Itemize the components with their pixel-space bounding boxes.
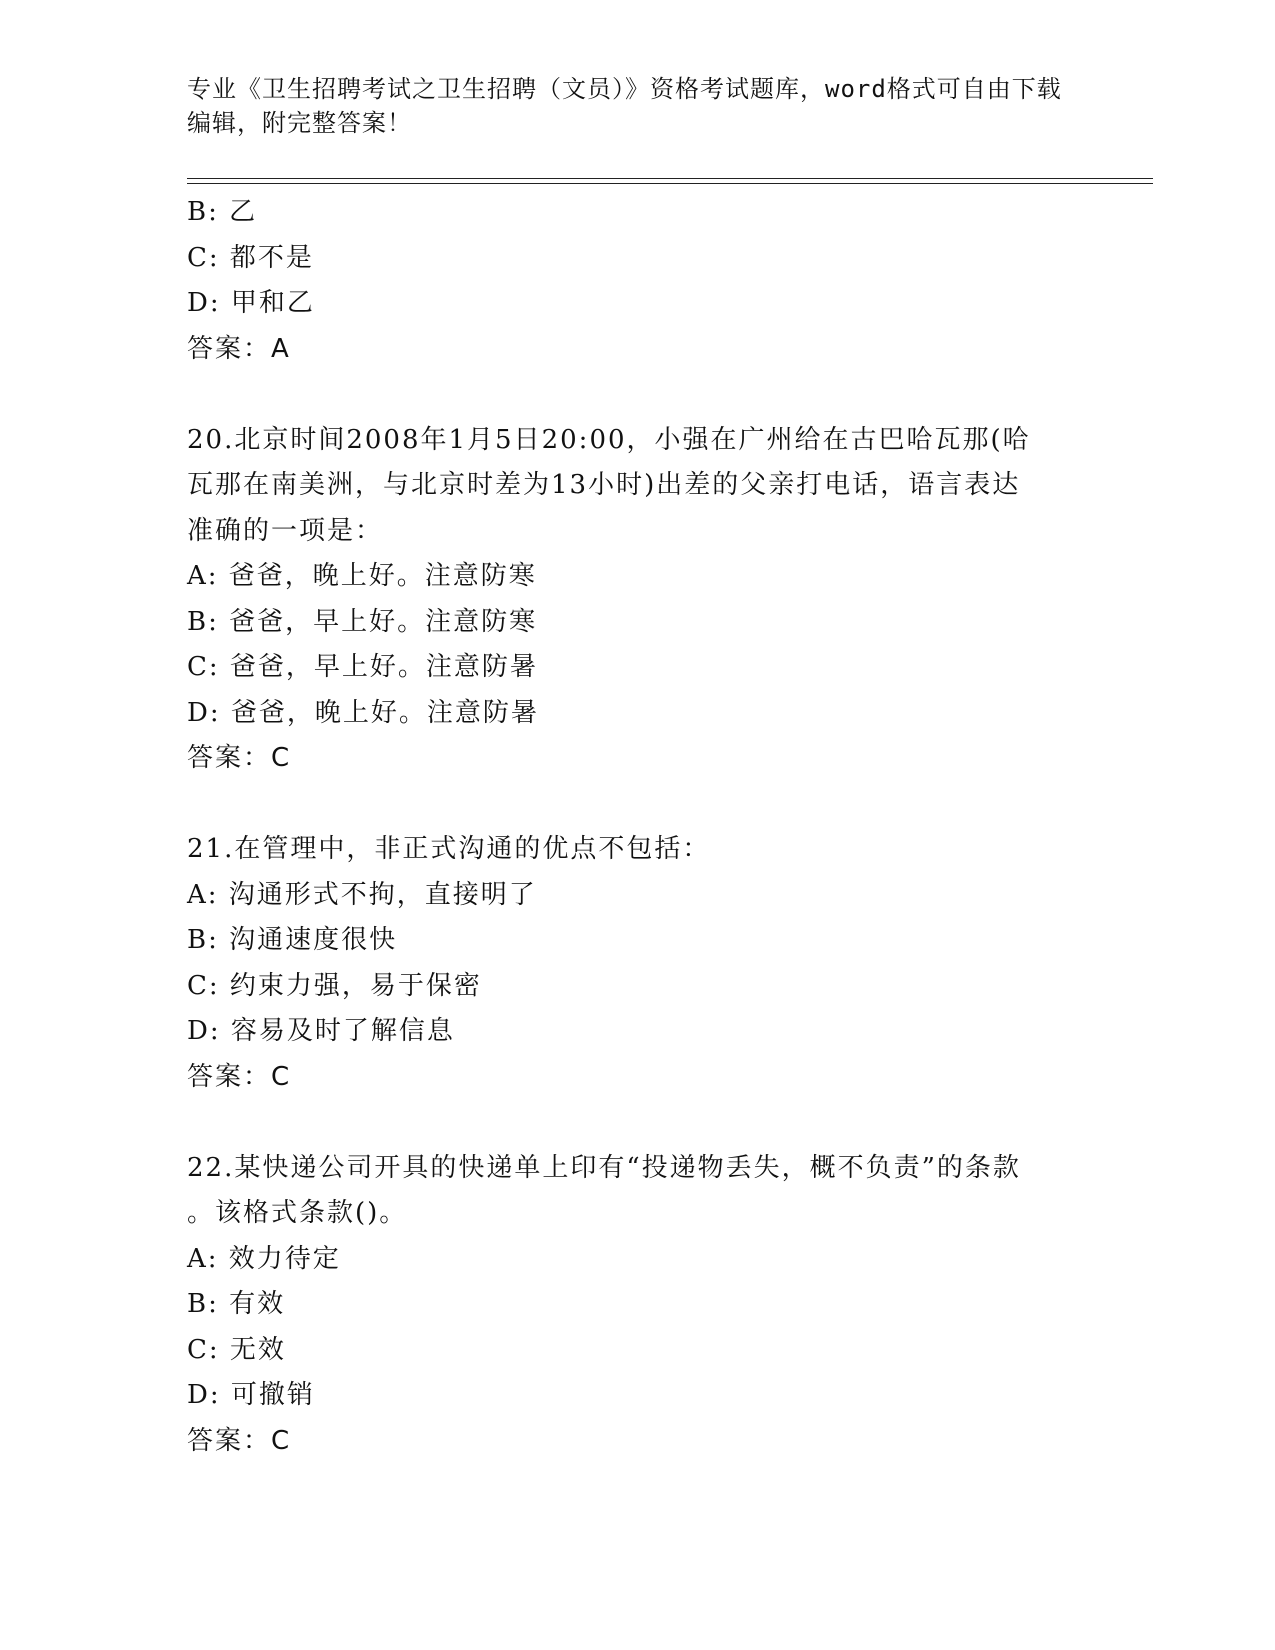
option-b: B: 沟通速度很快: [187, 925, 398, 955]
option-a: A: 效力待定: [187, 1243, 341, 1274]
header-rule-bottom: [187, 183, 1153, 184]
header-rule-top: [187, 178, 1153, 179]
question-list: [187, 190, 1087, 1464]
option-b: B: 乙: [187, 197, 258, 227]
option-d: D: 容易及时了解信息: [187, 1016, 455, 1046]
option-c: C: 无效: [187, 1334, 286, 1365]
answer-line: 答案：C: [187, 743, 292, 773]
question-text-line: 瓦那在南美洲，与北京时差为13小时)出差的父亲打电话，语言表达: [187, 470, 1021, 500]
option-b: B: 爸爸，早上好。注意防寒: [187, 606, 538, 637]
option-c: C: 爸爸，早上好。注意防暑: [187, 652, 538, 682]
option-a: A: 沟通形式不拘，直接明了: [187, 879, 537, 910]
spacer: [187, 782, 1087, 828]
question-19-fragment: [187, 190, 1087, 372]
question-text-line: 准确的一项是：: [187, 515, 384, 546]
question-22: [187, 1146, 1087, 1465]
answer-line: 答案：C: [187, 1061, 292, 1092]
header-line-1: 专业《卫生招聘考试之卫生招聘（文员）》资格考试题库，word格式可自由下载: [187, 75, 1062, 103]
question-text-line: 。该格式条款()。: [187, 1198, 408, 1228]
option-c: C: 都不是: [187, 242, 314, 273]
header-line-2: 编辑，附完整答案！: [187, 109, 412, 137]
question-21: [187, 827, 1087, 1100]
question-text-line: 22.某快递公司开具的快递单上印有“投递物丢失，概不负责”的条款: [187, 1152, 1021, 1183]
answer-line: 答案：A: [187, 333, 291, 364]
question-text-line: 20.北京时间2008年1月5日20:00，小强在广州给在古巴哈瓦那(哈: [187, 424, 1031, 455]
option-d: D: 爸爸，晚上好。注意防暑: [187, 697, 539, 728]
option-c: C: 约束力强，易于保密: [187, 970, 482, 1001]
question-20: [187, 418, 1087, 782]
question-text-line: 21.在管理中，非正式沟通的优点不包括：: [187, 834, 711, 864]
option-b: B: 有效: [187, 1289, 286, 1319]
spacer: [187, 372, 1087, 418]
document-header: [187, 72, 1067, 140]
answer-line: 答案：C: [187, 1425, 292, 1456]
option-d: D: 可撤销: [187, 1380, 315, 1410]
spacer: [187, 1100, 1087, 1146]
option-d: D: 甲和乙: [187, 288, 315, 318]
option-a: A: 爸爸，晚上好。注意防寒: [187, 561, 537, 591]
